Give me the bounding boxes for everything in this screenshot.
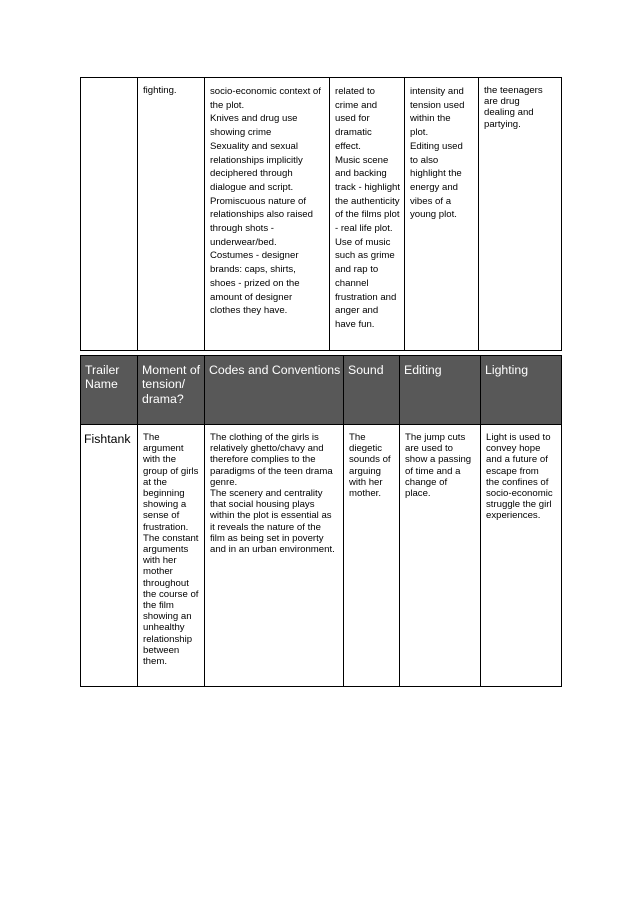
analysis-table <box>80 355 562 687</box>
trailer-name-cell: Fishtank <box>81 425 138 687</box>
editing-cell: intensity and tension used within the plot. Editing used to also highlight the energy and vibes of a young plot. <box>405 78 479 351</box>
codes-cell: socio-economic context of the plot. Knives and drug use showing crime Sexuality and sexual relationships implicitly deciphered through dialogue and script. Promiscuous nature of relationships also raised through shots - underwear/bed. Costumes - designer brands: caps, shirts, shoes - prized on the amount of designer clothes they have. <box>205 78 330 351</box>
header-trailer-name: Trailer Name <box>81 356 138 425</box>
table-row <box>81 425 562 687</box>
header-editing: Editing <box>400 356 481 425</box>
lighting-cell: Light is used to convey hope and a future of escape from the confines of socio-economic struggle the girl experiences. <box>481 425 562 687</box>
moment-cell: fighting. <box>138 78 205 351</box>
header-moment: Moment of tension/ drama? <box>138 356 205 425</box>
sound-cell: The diegetic sounds of arguing with her mother. <box>344 425 400 687</box>
header-sound: Sound <box>344 356 400 425</box>
analysis-table-continued <box>80 77 562 351</box>
sound-cell: related to crime and used for dramatic effect. Music scene and backing track - highlight the authenticity of the films plot - real life plot. Use of music such as grime and rap to channel frustration and anger and have fun. <box>330 78 405 351</box>
lighting-cell: the teenagers are drug dealing and partying. <box>479 78 562 351</box>
codes-cell: The clothing of the girls is relatively ghetto/chavy and therefore complies to the paradigms of the teen drama genre. The scenery and centrality that social housing plays within the plot is essential as it reveals the nature of the film as being set in poverty and in an urban environment. <box>205 425 344 687</box>
trailer-name-cell <box>81 78 138 351</box>
header-lighting: Lighting <box>481 356 562 425</box>
table-header-row <box>81 356 562 425</box>
moment-cell: The argument with the group of girls at the beginning showing a sense of frustration. The constant arguments with her mother throughout the course of the film showing an unhealthy relationship between them. <box>138 425 205 687</box>
editing-cell: The jump cuts are used to show a passing of time and a change of place. <box>400 425 481 687</box>
header-codes: Codes and Conventions <box>205 356 344 425</box>
table-row <box>81 78 562 351</box>
